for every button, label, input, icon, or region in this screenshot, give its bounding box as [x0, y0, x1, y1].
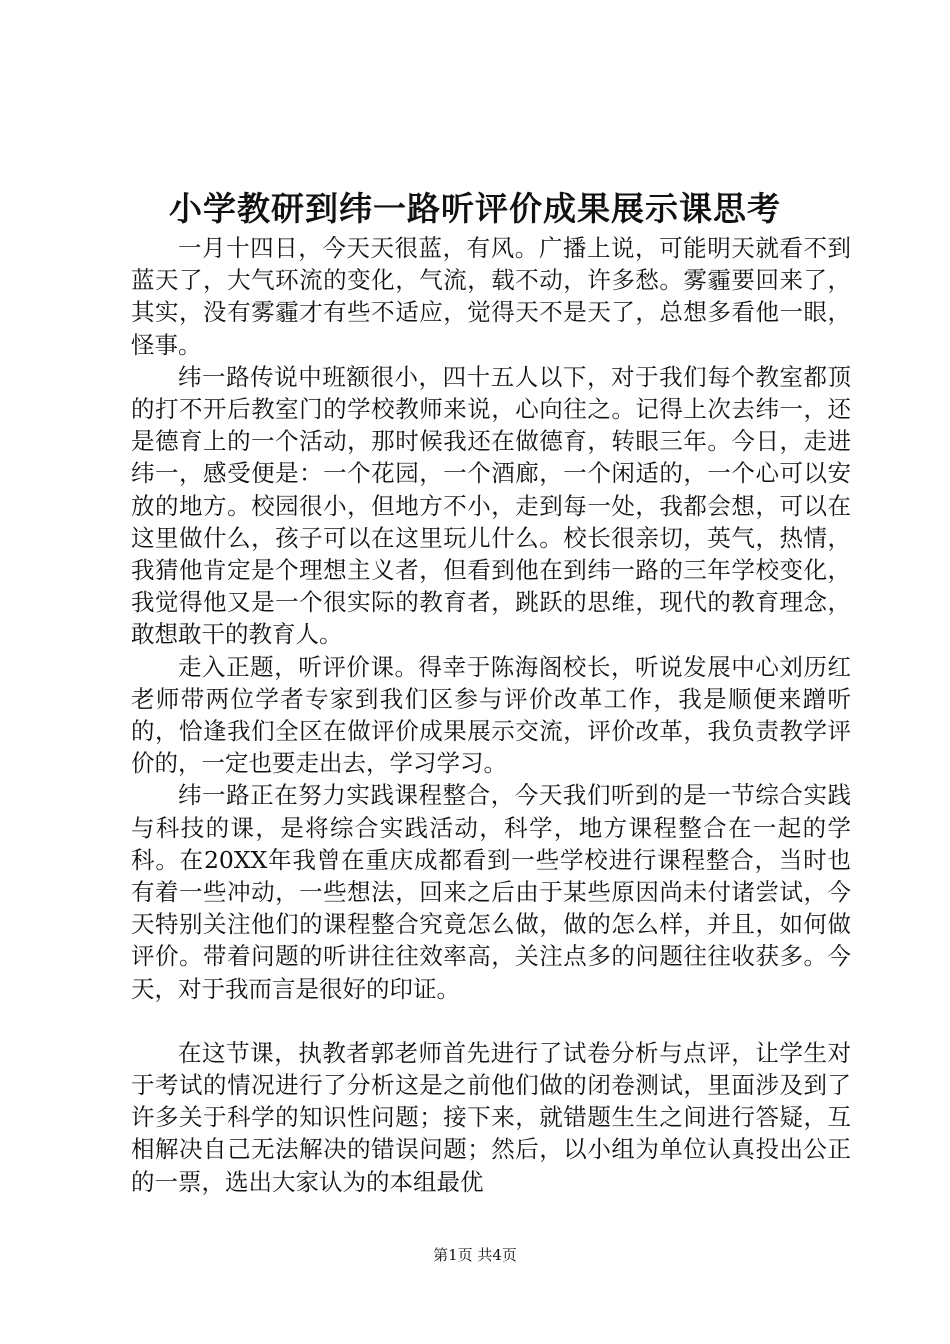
document-body — [131, 232, 851, 1198]
paragraph-2: 纬一路传说中班额很小，四十五人以下，对于我们每个教室都顶的打不开后教室门的学校教师来说，心向往之。记得上次去纬一，还是德育上的一个活动，那时候我还在做德育，转眼三年。今日，走进纬一，感受便是：一个花园，一个酒廊，一个闲适的，一个心可以安放的地方。校园很小，但地方不小，走到每一处，我都会想，可以在这里做什么，孩子可以在这里玩儿什么。校长很亲切，英气，热情，我猜他肯定是个理想主义者，但看到他在到纬一路的三年学校变化，我觉得他又是一个很实际的教育者，跳跃的思维，现代的教育理念，敢想敢干的教育人。 — [131, 362, 851, 649]
document-title: 小学教研到纬一路听评价成果展示课思考 — [169, 189, 781, 228]
paragraph-1: 一月十四日，今天天很蓝，有风。广播上说，可能明天就看不到蓝天了，大气环流的变化，气流，载不动，许多愁。雾霾要回来了，其实，没有雾霾才有些不适应，觉得天不是天了，总想多看他一眼，怪事。 — [131, 234, 851, 359]
paragraph-4: 纬一路正在努力实践课程整合，今天我们听到的是一节综合实践与科技的课，是将综合实践活动，科学，地方课程整合在一起的学科。在20XX年我曾在重庆成都看到一些学校进行课程整合，当时也有着一些冲动，一些想法，回来之后由于某些原因尚未付诸尝试，今天特别关注他们的课程整合究竟怎么做，做的怎么样，并且，如何做评价。带着问题的听讲往往效率高，关注点多的问题往往收获多。今天，对于我而言是很好的印证。 — [131, 781, 851, 1003]
paragraph-3: 走入正题，听评价课。得幸于陈海阁校长，听说发展中心刘历红老师带两位学者专家到我们区参与评价改革工作，我是顺便来蹭听的，恰逢我们全区在做评价成果展示交流，评价改革，我负责教学评价的，一定也要走出去，学习学习。 — [131, 652, 851, 778]
page-number-footer: 第1页 共4页 — [433, 1246, 517, 1264]
paragraph-5: 在这节课，执教者郭老师首先进行了试卷分析与点评，让学生对于考试的情况进行了分析这是之前他们做的闭卷测试，里面涉及到了许多关于科学的知识性问题；接下来，就错题生生之间进行答疑，互相解决自己无法解决的错误问题；然后，以小组为单位认真投出公正的一票，选出大家认为的本组最优 — [131, 1038, 851, 1196]
